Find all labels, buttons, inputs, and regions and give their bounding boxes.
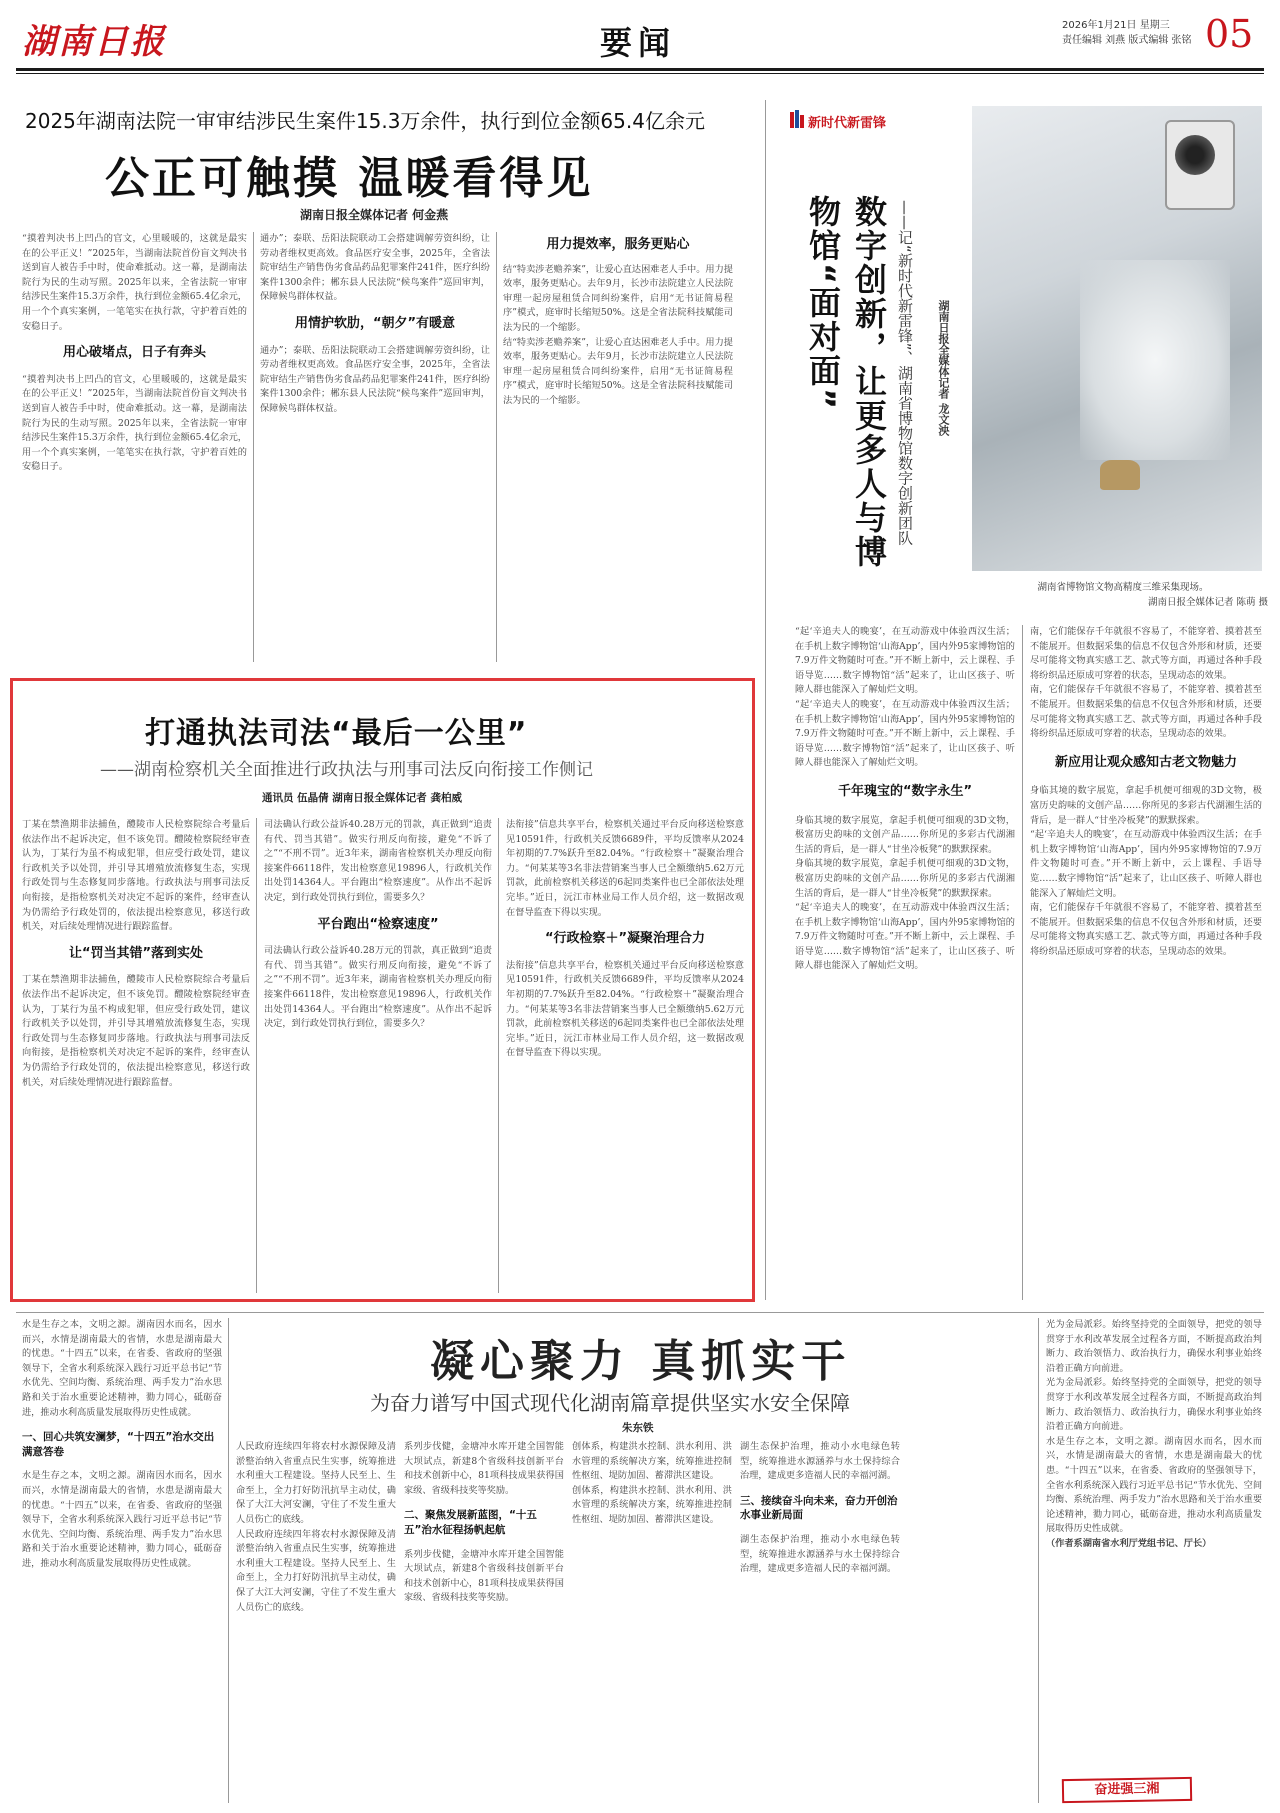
feature-paragraph-2b: 身临其境的数字展览，拿起手机便可细观的3D文物，极富历史韵味的文创产品……你所见的多彩古代湖湘生活的背后，是一群人“甘坐冷板凳”的默默探索。	[795, 858, 1015, 899]
photo-caption-block	[978, 580, 1268, 610]
header-rule-thin	[16, 73, 1264, 74]
boxed-deck: ——湖南检察机关全面推进行政执法与刑事司法反向衔接工作侧记	[100, 760, 593, 780]
bottom-paragraph-6: 光为金局派彩。始终坚持党的全面领导，把党的领导贯穿于水利改革发展全过程各方面，不断提高政治判断力、政治领悟力、政治执行力，确保水利事业始终沿着正确方向前进。	[1046, 1319, 1262, 1374]
bottom-paragraph-2b: 人民政府连续四年将农村水源保障及清淤整治纳入省重点民生实事，统筹推进水利重大工程建设。坚持人民至上、生命至上，全力打好防汛抗旱主动仗，确保了大江大河安澜，守住了不发生重大人员伤亡的底线。	[236, 1528, 396, 1613]
bottom-column-6	[1046, 1318, 1262, 1773]
boxed-paragraph-3: 法衔接”信息共享平台，检察机关通过平台反向移送检察意见10591件，行政机关反馈6689件，平均反馈率从2024年初期的7.7%跃升至82.04%。“行政检察＋”凝聚治理合力。“何某某等3名非法营销案当事人已全额缴纳5.62万元罚款，此前检察机关移送的6起同类案件也已全部依法处理完毕。”近日，沅江市林业局工作人员介绍，这一数据改观在督导监查下得以实现。	[506, 819, 744, 918]
column-divider	[228, 1318, 229, 1803]
lead-subhead-3: 用力提效率，服务更贴心	[546, 237, 690, 252]
bottom-paragraph-3: 系列步伐健，金塘冲水库开建全国智能大坝试点，新建8个省级科技创新平台和技术创新中心，81项科技成果获得国家级、省级科技奖等奖励。	[404, 1441, 564, 1496]
boxed-subhead-2: 平台跑出“检察速度”	[317, 916, 439, 932]
boxed-subhead-3: “行政检察＋”凝聚治理合力	[544, 931, 706, 947]
column-divider	[253, 232, 254, 662]
page-number: 05	[1205, 12, 1254, 56]
bottom-column-3	[404, 1440, 564, 1803]
camera-lens-icon	[1175, 135, 1215, 175]
boxed-column-1	[22, 818, 250, 1293]
photo-credit: 湖南日报全媒体记者 陈萌 摄	[1147, 597, 1268, 608]
feature-paragraph-1: “起‘辛追夫人的晚宴’，在互动游戏中体验西汉生活；在手机上数字博物馆‘山海App’，国内外95家博物馆的7.9万件文物随时可查。”开不断上新中，云上课程、手语导览……数字博物馆“活”起来了，让山区孩子、听障人群也能深入了解灿烂文明。	[795, 626, 1015, 696]
column-divider	[496, 232, 497, 662]
bottom-subhead-3: 三、接续奋斗向未来，奋力开创治水事业新局面	[740, 1494, 898, 1522]
feature-subtitle: ——记“新时代新雷锋”、湖南省博物馆数字创新团队	[896, 200, 914, 546]
boxed-paragraph-2b: 司法确认行政公益诉40.28万元的罚款，真正做到“追责有代、罚当其错”。做实行刑反向衔接，避免“不诉了之”“不刑不罚”。近3年来，湖南省检察机关办理反向衔接案件66118件，发出检察意见19896人，行政机关作出处罚14364人。平台跑出“检察速度”。从作出不起诉决定，到行政处罚执行到位，需要多久？	[264, 945, 492, 1030]
section-name: 要闻	[600, 24, 677, 62]
column-divider	[1038, 1318, 1039, 1803]
bottom-byline: 朱东铁	[622, 1422, 654, 1434]
boxed-subhead-1: 让“罚当其错”落到实处	[68, 945, 204, 961]
bottom-paragraph-5: 湖生态保护治理，推动小水电绿色转型，统筹推进水源涵养与水土保持综合治理，建成更多造福人民的幸福河湖。	[740, 1441, 900, 1482]
lead-paragraph-1: “摸着判决书上凹凸的官文，心里暖暖的，这就是最实在的公平正义！”2025年，当湖南法院首份盲文判决书送到盲人被告手中时，使命难抵动。这一幕，是湖南法院行为民的生动写照。2025年以来，全省法院一审审结涉民生案件15.3万余件，执行到位金额65.4亿余元，用一个个真实案例，一笔笔实在执行款，守护着百姓的安稳日子。	[22, 233, 247, 332]
boxed-column-2	[264, 818, 492, 1293]
lead-subhead-2: 用情护软肋，“朝夕”有暖意	[294, 315, 456, 331]
vertical-page-divider	[765, 100, 766, 1300]
lead-column-3	[503, 232, 733, 662]
feature-paragraph-4c: 南，它们能保存千年就很不容易了，不能穿着、摸着甚至不能展开。但数据采集的信息不仅包含外形和材质，还要尽可能将文物真实感工艺、款式等方面，再通过各种手段将纷织品还原成可穿着的状态，呈现动态的效果。	[1030, 902, 1262, 957]
boxed-headline: 打通执法司法“最后一公里”	[145, 716, 528, 751]
photo-caption: 湖南省博物馆文物高精度三维采集现场。	[1037, 582, 1209, 593]
bottom-author-note: （作者系湖南省水利厅党组书记、厅长）	[1046, 1537, 1212, 1549]
feature-paragraph-2: 身临其境的数字展览，拿起手机便可细观的3D文物，极富历史韵味的文创产品……你所见的多彩古代湖湘生活的背后，是一群人“甘坐冷板凳”的默默探索。	[795, 814, 1015, 855]
boxed-paragraph-1: 丁某在禁渔期非法捕鱼，醴陵市人民检察院综合考量后依法作出不起诉决定，但不该免罚。醴陵检察院经审查认为，丁某行为虽不构成犯罪，但应受行政处罚，建议行政机关予以处罚，并引导其增殖放流修复生态，实现行政处罚与生态修复同步落地。行政执法与刑事司法反向衔接，是指检察机关对决定不起诉的案件，经审查认为仍需给予行政处罚的，依法提出检察意见，移送行政机关，对后续处理情况进行跟踪监督。	[22, 819, 250, 933]
feature-paragraph-4: 身临其境的数字展览，拿起手机便可细观的3D文物，极富历史韵味的文创产品……你所见的多彩古代湖湘生活的背后，是一群人“甘坐冷板凳”的默默探索。	[1030, 785, 1262, 826]
bottom-paragraph-3b: 系列步伐健，金塘冲水库开建全国智能大坝试点，新建8个省级科技创新平台和技术创新中心，81项科技成果获得国家级、省级科技奖等奖励。	[404, 1548, 564, 1604]
bottom-headline: 凝心聚力 真抓实干	[430, 1336, 852, 1387]
lead-headline: 公正可触摸 温暖看得见	[105, 153, 594, 204]
new-era-icon	[790, 110, 804, 128]
bottom-paragraph-4: 创体系，构建洪水控制、洪水利用、洪水管理的系统解决方案，统筹推进控制性枢纽、堤防加固、蓄滞洪区建设。	[572, 1441, 732, 1482]
feature-headline: 数字创新，让更多人与博物馆“面对面”	[804, 195, 888, 569]
bottom-column-2	[236, 1440, 396, 1803]
boxed-column-3	[506, 818, 744, 1293]
issue-date: 2026年1月21日 星期三	[1062, 20, 1170, 31]
bottom-paragraph-1b: 水是生存之本，文明之源。湖南因水而名，因水而兴，水情是湖南最大的省情，水患是湖南最大的忧患。“十四五”以来，在省委、省政府的坚强领导下，全省水利系统深入践行习近平总书记“节水优先、空间均衡、系统治理、两手发力”治水思路和关于治水重要论述精神，勠力同心，砥砺奋进，推动水利高质量发展取得历史性成就。	[22, 1470, 222, 1569]
bottom-column-4	[572, 1440, 732, 1803]
boxed-paragraph-3b: 法衔接”信息共享平台，检察机关通过平台反向移送检察意见10591件，行政机关反馈6689件，平均反馈率从2024年初期的7.7%跃升至82.04%。“行政检察＋”凝聚治理合力。“何某某等3名非法营销案当事人已全额缴纳5.62万元罚款，此前检察机关移送的6起同类案件也已全部依法处理完毕。”近日，沅江市林业局工作人员介绍，这一数据改观在督导监查下得以实现。	[506, 959, 744, 1059]
feature-subhead-1: 千年瑰宝的“数字永生”	[837, 783, 973, 799]
header-rule	[16, 68, 1264, 71]
bottom-paragraph-6c: 水是生存之本，文明之源。湖南因水而名，因水而兴，水情是湖南最大的省情，水患是湖南最大的忧患。“十四五”以来，在省委、省政府的坚强领导下，全省水利系统深入践行习近平总书记“节水优先、空间均衡、系统治理、两手发力”治水思路和关于治水重要论述精神，勠力同心，砥砺奋进，推动水利高质量发展取得历史性成就。	[1046, 1435, 1262, 1535]
bottom-subhead-1: 一、回心共筑安澜梦，“十四五”治水交出满意答卷	[22, 1431, 215, 1458]
feature-headline-part	[800, 195, 892, 585]
lead-paragraph-2: 通办”；泰联、岳阳法院联动工会搭建调解劳资纠纷，让劳动者维权更高效。食品医疗安全事，2025年，全省法院审结生产销售伪劣食品药品犯罪案件241件，医疗纠纷案件1300余件；郴东县人民法院“候鸟案件”巡回审判，保障候鸟群体权益。	[260, 233, 490, 303]
header-meta	[1062, 18, 1192, 48]
boxed-paragraph-2: 司法确认行政公益诉40.28万元的罚款，真正做到“追责有代、罚当其错”。做实行刑反向衔接，避免“不诉了之”“不刑不罚”。近3年来，湖南省检察机关办理反向衔接案件66118件，发出检察意见19896人，行政机关作出处罚14364人。平台跑出“检察速度”。从作出不起诉决定，到行政处罚执行到位，需要多久？	[264, 819, 492, 903]
boxed-byline: 通讯员 伍晶倩 湖南日报全媒体记者 龚柏威	[262, 792, 462, 804]
lead-paragraph-3: 结“特卖涉老赡养案”，让爱心直达困难老人手中。用力提效率，服务更贴心。去年9月，长沙市法院建立人民法院审理一起房屋租赁合同纠纷案件，启用“无书证简易程序”模式，庭审时长缩短50%。这是全省法院科技赋能司法为民的一个缩影。	[503, 263, 733, 333]
lead-byline: 湖南日报全媒体记者 何金燕	[300, 208, 449, 222]
newspaper-logo: 湖南日报	[22, 22, 166, 62]
feature-paragraph-1b: “起‘辛追夫人的晚宴’，在互动游戏中体验西汉生活；在手机上数字博物馆‘山海App’，国内外95家博物馆的7.9万件文物随时可查。”开不断上新中，云上课程、手语导览……数字博物馆“活”起来了，让山区孩子、听障人群也能深入了解灿烂文明。	[795, 698, 1015, 769]
lead-column-1	[22, 232, 247, 662]
bottom-paragraph-6b: 光为金局派彩。始终坚持党的全面领导，把党的领导贯穿于水利改革发展全过程各方面，不断提高政治判断力、政治领悟力、政治执行力，确保水利事业始终沿着正确方向前进。	[1046, 1377, 1262, 1433]
feature-paragraph-2c: “起‘辛追夫人的晚宴’，在互动游戏中体验西汉生活；在手机上数字博物馆‘山海App’，国内外95家博物馆的7.9万件文物随时可查。”开不断上新中，云上课程、手语导览……数字博物馆“活”起来了，让山区孩子、听障人群也能深入了解灿烂文明。	[795, 902, 1015, 972]
boxed-paragraph-1b: 丁某在禁渔期非法捕鱼，醴陵市人民检察院综合考量后依法作出不起诉决定，但不该免罚。醴陵检察院经审查认为，丁某行为虽不构成犯罪，但应受行政处罚，建议行政机关予以处罚，并引导其增殖放流修复生态，实现行政处罚与生态修复同步落地。行政执法与刑事司法反向衔接，是指检察机关对决定不起诉的案件，经审查认为仍需给予行政处罚的，依法提出检察意见，移送行政机关，对后续处理情况进行跟踪监督。	[22, 974, 250, 1088]
feature-paragraph-3b: 南，它们能保存千年就很不容易了，不能穿着、摸着甚至不能展开。但数据采集的信息不仅包含外形和材质，还要尽可能将文物真实感工艺、款式等方面，再通过各种手段将纷织品还原成可穿着的状态，呈现动态的效果。	[1030, 684, 1262, 740]
column-divider	[498, 818, 499, 1293]
bottom-paragraph-2: 人民政府连续四年将农村水源保障及清淤整治纳入省重点民生实事，统筹推进水利重大工程建设。坚持人民至上、生命至上，全力打好防汛抗旱主动仗，确保了大江大河安澜，守住了不发生重大人员伤亡的底线。	[236, 1441, 396, 1525]
bottom-deck: 为奋力谱写中国式现代化湖南篇章提供坚实水安全保障	[370, 1391, 850, 1415]
feature-paragraph-3: 南，它们能保存千年就很不容易了，不能穿着、摸着甚至不能展开。但数据采集的信息不仅包含外形和材质，还要尽可能将文物真实感工艺、款式等方面，再通过各种手段将纷织品还原成可穿着的状态，呈现动态的效果。	[1030, 626, 1262, 681]
editors-line: 责任编辑 刘燕 版式编辑 张铭	[1062, 35, 1192, 46]
lead-column-2	[260, 232, 490, 662]
bottom-subhead-2: 二、聚焦发展新蓝图，“十五五”治水征程扬帆起航	[404, 1509, 537, 1536]
lead-paragraph-1b: “摸着判决书上凹凸的官文，心里暖暖的，这就是最实在的公平正义！”2025年，当湖南法院首份盲文判决书送到盲人被告手中时，使命难抵动。这一幕，是湖南法院行为民的生动写照。2025年以来，全省法院一审审结涉民生案件15.3万余件，执行到位金额65.4亿余元，用一个个真实案例，一笔笔实在执行款，守护着百姓的安稳日子。	[22, 373, 247, 473]
bottom-column-1	[22, 1318, 222, 1803]
feature-subhead-2: 新应用让观众感知古老文物魅力	[1054, 754, 1237, 770]
column-divider	[256, 818, 257, 1293]
artifact-icon	[1100, 460, 1140, 490]
feature-byline: 湖南日报全媒体记者 龙文泱	[937, 300, 950, 436]
lead-kicker: 2025年湖南法院一审审结涉民生案件15.3万余件，执行到位金额65.4亿余元	[25, 109, 705, 133]
feature-tag: 新时代新雷锋	[808, 116, 887, 131]
bottom-column-5	[740, 1440, 900, 1803]
feature-paragraph-4b: “起‘辛追夫人的晚宴’，在互动游戏中体验西汉生活；在手机上数字博物馆‘山海App’，国内外95家博物馆的7.9万件文物随时可查。”开不断上新中，云上课程、手语导览……数字博物馆“活”起来了，让山区孩子、听障人群也能深入了解灿烂文明。	[1030, 829, 1262, 899]
lead-paragraph-2b: 通办”；泰联、岳阳法院联动工会搭建调解劳资纠纷，让劳动者维权更高效。食品医疗安全事，2025年，全省法院审结生产销售伪劣食品药品犯罪案件241件，医疗纠纷案件1300余件；郴东县人民法院“候鸟案件”巡回审判，保障候鸟群体权益。	[260, 344, 490, 414]
bottom-paragraph-5b: 湖生态保护治理，推动小水电绿色转型，统筹推进水源涵养与水土保持综合治理，建成更多造福人民的幸福河湖。	[740, 1533, 900, 1575]
lead-subhead-1: 用心破堵点，日子有奔头	[62, 345, 206, 361]
feature-column-2	[1030, 625, 1262, 1300]
horizontal-divider	[16, 1312, 1264, 1313]
slogan-stamp: 奋进强三湘	[1062, 1777, 1192, 1803]
bottom-paragraph-4b: 创体系，构建洪水控制、洪水利用、洪水管理的系统解决方案，统筹推进控制性枢纽、堤防加固、蓄滞洪区建设。	[572, 1484, 732, 1525]
feature-column-1	[795, 625, 1015, 1300]
column-divider	[1022, 625, 1023, 1300]
bottom-paragraph-1: 水是生存之本，文明之源。湖南因水而名，因水而兴，水情是湖南最大的省情，水患是湖南最大的忧患。“十四五”以来，在省委、省政府的坚强领导下，全省水利系统深入践行习近平总书记“节水优先、空间均衡、系统治理、两手发力”治水思路和关于治水重要论述精神，勠力同心，砥砺奋进，推动水利高质量发展取得历史性成就。	[22, 1319, 222, 1418]
lead-paragraph-3b: 结“特卖涉老赡养案”，让爱心直达困难老人手中。用力提效率，服务更贴心。去年9月，长沙市法院建立人民法院审理一起房屋租赁合同纠纷案件，启用“无书证简易程序”模式，庭审时长缩短50%。这是全省法院科技赋能司法为民的一个缩影。	[503, 336, 733, 406]
photo-light-area	[1080, 260, 1230, 460]
